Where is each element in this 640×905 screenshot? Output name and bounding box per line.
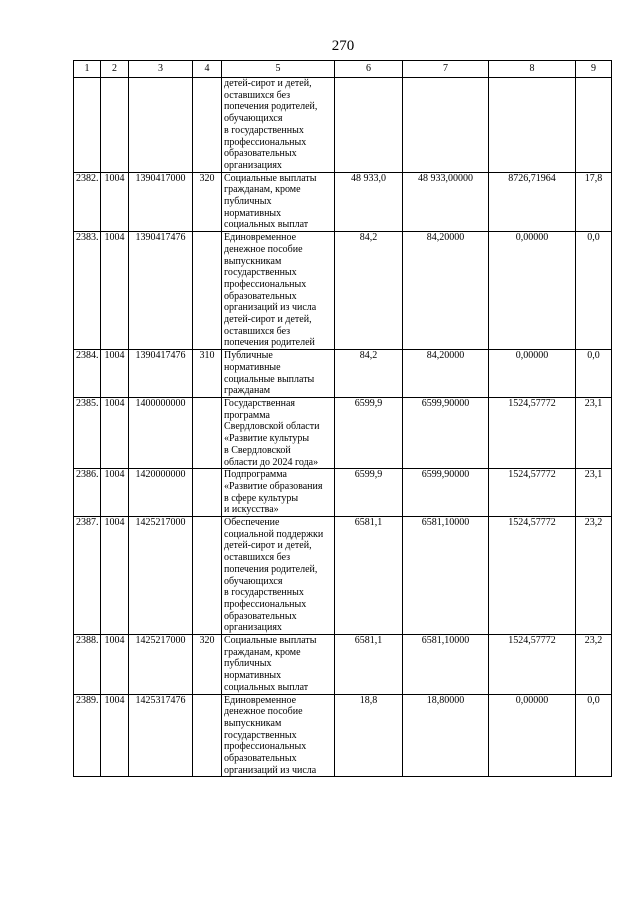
item-name: Публичные нормативные социальные выплаты гражданам [222, 350, 335, 398]
value-col6 [335, 78, 403, 173]
value-col7: 48 933,00000 [403, 172, 489, 232]
column-header: 7 [403, 61, 489, 78]
section-code: 1004 [101, 172, 129, 232]
value-col7: 84,20000 [403, 232, 489, 350]
target-article-code [129, 78, 193, 173]
value-col6: 6581,1 [335, 517, 403, 635]
target-article-code: 1425317476 [129, 694, 193, 777]
table-row [74, 635, 612, 695]
value-col9: 23,1 [576, 469, 612, 517]
value-col7: 6599,90000 [403, 469, 489, 517]
value-col9 [576, 78, 612, 173]
column-header: 9 [576, 61, 612, 78]
expense-type-code: 320 [193, 635, 222, 695]
column-header: 8 [489, 61, 576, 78]
target-article-code: 1400000000 [129, 397, 193, 468]
expense-type-code [193, 232, 222, 350]
budget-table [73, 60, 612, 777]
value-col6: 18,8 [335, 694, 403, 777]
table-row [74, 694, 612, 777]
header-row [74, 61, 612, 78]
item-name: Социальные выплаты гражданам, кроме публичных нормативных социальных выплат [222, 635, 335, 695]
table-row [74, 397, 612, 468]
value-col6: 48 933,0 [335, 172, 403, 232]
value-col8: 8726,71964 [489, 172, 576, 232]
value-col8: 0,00000 [489, 694, 576, 777]
target-article-code: 1390417476 [129, 350, 193, 398]
target-article-code: 1420000000 [129, 469, 193, 517]
row-number: 2383. [74, 232, 101, 350]
row-number: 2382. [74, 172, 101, 232]
row-number: 2385. [74, 397, 101, 468]
table-row [74, 350, 612, 398]
value-col8: 1524,57772 [489, 469, 576, 517]
table-row [74, 232, 612, 350]
value-col8: 1524,57772 [489, 517, 576, 635]
page-number: 270 [331, 38, 355, 54]
table-row [74, 172, 612, 232]
value-col7: 6599,90000 [403, 397, 489, 468]
section-code: 1004 [101, 694, 129, 777]
item-name: детей-сирот и детей, оставшихся без попечения родителей, обучающихся в государственных профессиональных образовательных организациях [222, 78, 335, 173]
value-col6: 6581,1 [335, 635, 403, 695]
expense-type-code: 310 [193, 350, 222, 398]
expense-type-code [193, 397, 222, 468]
expense-type-code [193, 78, 222, 173]
value-col6: 84,2 [335, 232, 403, 350]
value-col7: 18,80000 [403, 694, 489, 777]
section-code: 1004 [101, 517, 129, 635]
row-number [74, 78, 101, 173]
row-number: 2386. [74, 469, 101, 517]
row-number: 2388. [74, 635, 101, 695]
value-col8: 0,00000 [489, 232, 576, 350]
item-name: Единовременное денежное пособие выпускникам государственных профессиональных образовательных организаций из числа детей-сирот и детей, оставшихся без попечения родителей [222, 232, 335, 350]
column-header: 1 [74, 61, 101, 78]
value-col9: 0,0 [576, 694, 612, 777]
value-col9: 23,2 [576, 635, 612, 695]
item-name: Единовременное денежное пособие выпускникам государственных профессиональных образовательных организаций из числа [222, 694, 335, 777]
value-col7 [403, 78, 489, 173]
value-col7: 6581,10000 [403, 517, 489, 635]
value-col6: 6599,9 [335, 469, 403, 517]
table-row [74, 78, 612, 173]
value-col7: 6581,10000 [403, 635, 489, 695]
section-code: 1004 [101, 397, 129, 468]
target-article-code: 1390417000 [129, 172, 193, 232]
value-col9: 23,1 [576, 397, 612, 468]
expense-type-code [193, 694, 222, 777]
value-col7: 84,20000 [403, 350, 489, 398]
table-row [74, 517, 612, 635]
target-article-code: 1425217000 [129, 517, 193, 635]
column-header: 6 [335, 61, 403, 78]
section-code: 1004 [101, 232, 129, 350]
item-name: Государственная программа Свердловской области «Развитие культуры в Свердловской области до 2024 года» [222, 397, 335, 468]
item-name: Подпрограмма «Развитие образования в сфере культуры и искусства» [222, 469, 335, 517]
value-col9: 23,2 [576, 517, 612, 635]
row-number: 2389. [74, 694, 101, 777]
column-header: 4 [193, 61, 222, 78]
section-code: 1004 [101, 635, 129, 695]
value-col8 [489, 78, 576, 173]
value-col6: 84,2 [335, 350, 403, 398]
target-article-code: 1425217000 [129, 635, 193, 695]
value-col9: 0,0 [576, 350, 612, 398]
row-number: 2384. [74, 350, 101, 398]
value-col8: 1524,57772 [489, 397, 576, 468]
target-article-code: 1390417476 [129, 232, 193, 350]
value-col9: 17,8 [576, 172, 612, 232]
section-code: 1004 [101, 350, 129, 398]
value-col8: 0,00000 [489, 350, 576, 398]
section-code: 1004 [101, 469, 129, 517]
table-row [74, 469, 612, 517]
value-col8: 1524,57772 [489, 635, 576, 695]
expense-type-code [193, 469, 222, 517]
column-header: 2 [101, 61, 129, 78]
item-name: Социальные выплаты гражданам, кроме публичных нормативных социальных выплат [222, 172, 335, 232]
column-header: 5 [222, 61, 335, 78]
column-header: 3 [129, 61, 193, 78]
row-number: 2387. [74, 517, 101, 635]
value-col9: 0,0 [576, 232, 612, 350]
value-col6: 6599,9 [335, 397, 403, 468]
section-code [101, 78, 129, 173]
expense-type-code: 320 [193, 172, 222, 232]
item-name: Обеспечение социальной поддержки детей-сирот и детей, оставшихся без попечения родителей, обучающихся в государственных профессиональных образовательных организациях [222, 517, 335, 635]
expense-type-code [193, 517, 222, 635]
